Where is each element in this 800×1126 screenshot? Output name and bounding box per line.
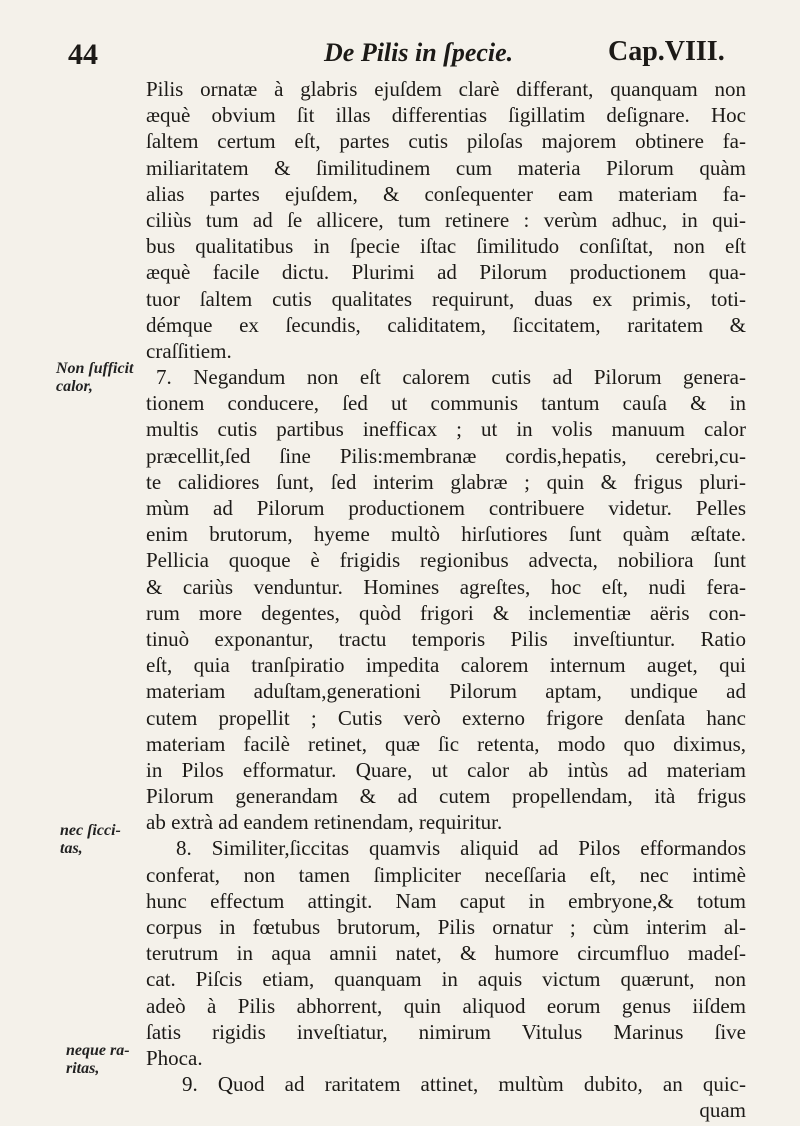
text-line: corpus in fœtubus brutorum, Pilis ornatur ; cùm interim al- bbox=[146, 915, 746, 939]
text-line: Phoca. bbox=[146, 1045, 203, 1070]
text-line: eſt, quia tranſpiratio impedita calorem internum auget, qui bbox=[146, 653, 746, 678]
margin-note-line: tas, bbox=[60, 840, 83, 857]
text-line: alias partes ejuſdem, & conſequenter eam materiam fa- bbox=[146, 181, 746, 206]
text-line: Pellicia quoque è frigidis regionibus advecta, nobiliora ſunt bbox=[146, 548, 746, 573]
text-line: adeò à Pilis abhorrent, quin aliquod eorum genus iiſdem bbox=[146, 993, 746, 1018]
text-line: craſſitiem. bbox=[146, 338, 232, 363]
page-number: 44 bbox=[68, 38, 98, 71]
paragraph-7-start: 7. Negandum non eſt calorem cutis ad Pilorum genera- bbox=[156, 365, 746, 390]
text-line: tionem conducere, ſed ut communis tantum cauſa & in bbox=[146, 391, 746, 416]
margin-note-calor bbox=[56, 360, 133, 396]
text-line: æquè obvium ſit illas differentias ſigillatim deſignare. Hoc bbox=[146, 103, 746, 128]
text-line: æquè facile dictu. Plurimi ad Pilorum productionem qua- bbox=[146, 260, 746, 285]
text-line: bus qualitatibus in ſpecie iſtac ſimilitudo conſiſtat, non eſt bbox=[146, 234, 746, 259]
text-line: cat. Piſcis etiam, quanquam in aquis victum quærunt, non bbox=[146, 967, 746, 992]
text-line: materiam facilè retinet, quæ ſic retenta, modo quo diximus, bbox=[146, 731, 746, 756]
text-line: tinuò exponantur, tractu temporis Pilis inveſtiuntur. Ratio bbox=[146, 626, 746, 651]
text-line: terutrum in aqua amnii natet, & humore circumfluo madeſ- bbox=[146, 941, 746, 966]
text-line: démque ex ſecundis, caliditatem, ſiccitatem, raritatem & bbox=[146, 312, 746, 337]
page-header bbox=[0, 32, 800, 72]
margin-note-line: nec ſicci- bbox=[60, 822, 121, 839]
text-line: ciliùs tum ad ſe allicere, tum retinere : verùm adhuc, in qui- bbox=[146, 207, 746, 232]
text-line: miliaritatem & ſimilitudinem cum materia Pilorum quàm bbox=[146, 155, 746, 180]
margin-note-line: ritas, bbox=[66, 1060, 100, 1077]
text-line: te calidiores ſunt, ſed interim glabræ ; quin & frigus pluri- bbox=[146, 469, 746, 494]
margin-note-line: Non ſufficit bbox=[56, 360, 134, 377]
text-line: materiam aduſtam,generationi Pilorum aptam, undique ad bbox=[146, 679, 746, 704]
text-line: & cariùs venduntur. Homines agreſtes, hoc eſt, nudi fera- bbox=[146, 574, 746, 599]
text-line: in Pilos efformatur. Quare, ut calor ab intùs ad materiam bbox=[146, 757, 746, 782]
text-line: rum more degentes, quòd frigori & inclementiæ aëris con- bbox=[146, 600, 746, 625]
text-line: Pilorum generandam & ad cutem propellendam, ità frigus bbox=[146, 784, 746, 809]
text-line: ſaltem certum eſt, partes cutis piloſas majorem obtinere fa- bbox=[146, 129, 746, 154]
paragraph-8-start: 8. Similiter,ſiccitas quamvis aliquid ad Pilos efformandos bbox=[176, 836, 746, 861]
text-line: tuor ſaltem cutis qualitates requirunt, duas ex primis, toti- bbox=[146, 286, 746, 311]
running-title: De Pilis in ſpecie. bbox=[324, 38, 514, 67]
text-line: conferat, non tamen ſimpliciter neceſſaria eſt, nec intimè bbox=[146, 862, 746, 887]
text-line: Pilis ornatæ à glabris ejuſdem clarè differant, quanquam non bbox=[146, 77, 746, 101]
catchword: quam bbox=[699, 1098, 746, 1123]
text-line: enim brutorum, hyeme multò hirſutiores ſunt quàm æſtate. bbox=[146, 522, 746, 547]
text-line: præcellit,ſed ſine Pilis:membranæ cordis,hepatis, cerebri,cu- bbox=[146, 443, 746, 468]
text-line: ab extrà ad eandem retinendam, requiritur. bbox=[146, 810, 503, 835]
text-line: ſatis rigidis inveſtiatur, nimirum Vitulus Marinus ſive bbox=[146, 1019, 746, 1044]
text-line: hunc effectum attingit. Nam caput in embryone,& totum bbox=[146, 888, 746, 913]
text-line: cutem propellit ; Cutis verò externo frigore denſata hanc bbox=[146, 705, 746, 730]
chapter-label: Cap.VIII. bbox=[608, 36, 725, 67]
body-text bbox=[146, 76, 746, 1124]
margin-note-line: neque ra- bbox=[66, 1042, 130, 1059]
text-line: multis cutis partibus inefficax ; ut in volis manuum calor bbox=[146, 417, 746, 442]
margin-note-raritas bbox=[66, 1042, 130, 1078]
paragraph-9-start: 9. Quod ad raritatem attinet, multùm dubito, an quic- bbox=[182, 1072, 746, 1097]
margin-note-siccitas bbox=[60, 822, 121, 858]
margin-note-line: calor, bbox=[56, 378, 93, 395]
text-line: mùm ad Pilorum productionem contribuere videtur. Pelles bbox=[146, 496, 746, 520]
